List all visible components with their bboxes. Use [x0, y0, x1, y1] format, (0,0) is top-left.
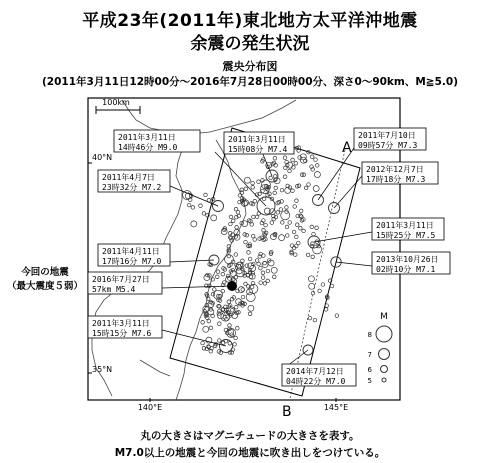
epicenter-circle — [318, 289, 322, 293]
epicenter-circle — [207, 319, 211, 323]
current-quake-label-line2: （最大震度５弱） — [6, 281, 83, 292]
epicenter-circle — [313, 186, 319, 192]
section-box — [170, 128, 360, 396]
callout-box — [98, 170, 170, 192]
epicenter-circle — [291, 158, 295, 162]
legend-value-7: 7 — [367, 351, 372, 359]
epicenter-circle — [216, 270, 220, 274]
callout-box — [372, 252, 450, 274]
epicenter-circle — [283, 175, 287, 179]
epicenter-circle — [287, 162, 293, 168]
epicenter-circle — [244, 177, 250, 183]
epicenter-circle — [234, 336, 238, 340]
section-label-a: A — [342, 140, 352, 156]
epicenter-circle — [315, 226, 319, 230]
epicenter-circle — [255, 259, 259, 263]
epicenter-circle — [261, 276, 265, 280]
epicenter-circle — [221, 341, 225, 345]
epicenter-circle — [261, 271, 265, 275]
epicenter-circle — [300, 215, 304, 219]
epicenter-circle — [310, 155, 314, 159]
callout-detail: 57km M5.4 — [92, 285, 136, 294]
epicenter-circle — [285, 206, 289, 210]
epicenter-circle — [231, 219, 235, 223]
callout-date: 2011年7月10日 — [358, 131, 416, 140]
callout-box — [224, 132, 294, 154]
epicenter-circle — [211, 215, 217, 221]
epicenter-circle — [290, 244, 294, 248]
epicenter-circle — [283, 156, 287, 160]
epicenter-circle — [304, 186, 308, 190]
epicenter-circle — [234, 275, 238, 279]
epicenter-circle — [251, 234, 255, 238]
epicenter-circle — [202, 212, 206, 216]
epicenter-circle — [251, 186, 255, 190]
scale-label: 100km — [102, 98, 130, 107]
callout-detail: 23時32分 M7.2 — [102, 183, 162, 192]
epicenter-circle — [308, 316, 312, 320]
epicenter-circle — [280, 188, 284, 192]
epicenter-circle — [314, 172, 320, 178]
epicenter-circle — [311, 242, 315, 246]
epicenter-circle — [311, 255, 315, 259]
epicenter-circle — [257, 180, 261, 184]
epicenter-circle — [266, 279, 270, 283]
epicenter-circle — [216, 275, 220, 279]
current-quake-label-line1: 今回の地震 — [21, 267, 69, 278]
callout-box — [88, 316, 162, 338]
epicenter-circle — [213, 288, 217, 292]
lon-label-140: 140°E — [137, 403, 163, 412]
epicenter-circle — [257, 262, 261, 266]
epicenter-circle — [234, 305, 238, 309]
callout-detail: 15時25分 M7.5 — [376, 231, 436, 240]
epicenter-circle — [249, 275, 253, 279]
callout-detail: 15時08分 M7.4 — [228, 145, 288, 154]
epicenter-circle — [248, 312, 252, 316]
epicenter-circle — [234, 207, 238, 211]
callout-date: 2011年3月11日 — [118, 133, 176, 142]
epicenter-circle — [299, 209, 303, 213]
lat-label-35: 35°N — [92, 365, 113, 374]
callout-box — [372, 218, 444, 240]
callout-detail: 09時57分 M7.3 — [358, 141, 418, 150]
callout-detail: 17時16分 M7.0 — [102, 257, 162, 266]
epicenter-circle — [309, 283, 315, 289]
epicenter-circle — [244, 187, 248, 191]
epicenter-circle — [273, 191, 277, 195]
epicenter-circle — [253, 238, 257, 242]
epicenter-circle — [335, 314, 339, 318]
epicenter-circle — [221, 312, 230, 321]
epicenter-circle — [236, 326, 240, 330]
epicenter-circle — [250, 285, 254, 289]
epicenter-circle — [252, 215, 256, 219]
epicenter-circle — [324, 308, 328, 312]
epicenter-circle — [241, 295, 245, 299]
epicenter-circle — [311, 291, 315, 295]
epicenter-circle — [288, 221, 292, 225]
epicenter-circle — [312, 232, 316, 236]
epicenter-circle — [308, 276, 314, 282]
epicenter-circle — [236, 262, 242, 268]
callout-date: 2011年4月11日 — [102, 247, 160, 256]
epicenter-circle — [261, 189, 265, 193]
callout-detail: 17時18分 M7.3 — [366, 175, 426, 184]
callout-detail: 04時22分 M7.0 — [286, 377, 346, 386]
epicenter-circle — [273, 156, 277, 160]
epicenter-circle — [248, 257, 252, 261]
epicenter-circle — [241, 259, 245, 263]
epicenter-circle — [310, 225, 314, 229]
epicenter-circle — [191, 206, 195, 210]
epicenter-circle — [229, 215, 233, 219]
epicenter-circle — [248, 305, 254, 311]
epicenter-circle — [295, 235, 299, 239]
epicenter-circle — [251, 181, 255, 185]
epicenter-circle — [295, 223, 299, 227]
map-period: (2011年3月11日12時00分～2016年7月28日00時00分、深さ0～90km、M≧5.0) — [41, 76, 458, 88]
epicenter-circle — [253, 199, 257, 203]
epicenter-circle — [209, 326, 213, 330]
epicenter-circle — [315, 164, 319, 168]
epicenter-circle — [234, 253, 238, 257]
legend-value-6: 6 — [367, 366, 372, 374]
callout-box — [354, 128, 426, 150]
epicenter-circle — [273, 275, 277, 279]
callout-date: 2011年4月7日 — [102, 173, 155, 182]
epicenter-circle — [279, 235, 285, 241]
epicenter-circle — [187, 203, 191, 207]
epicenter-circle — [297, 241, 301, 245]
epicenter-circle — [313, 318, 317, 322]
epicenter-circle — [203, 326, 209, 332]
callout-date: 2014年7月12日 — [286, 367, 344, 376]
epicenter-circle — [233, 343, 237, 347]
epicenter-circle — [199, 204, 203, 208]
callout-detail: 14時46分 M9.0 — [118, 143, 178, 152]
epicenter-circle — [276, 211, 280, 215]
epicenter-circle — [245, 264, 249, 268]
epicenter-circle — [269, 176, 273, 180]
epicenter-circle — [259, 281, 263, 285]
legend-value-5: 5 — [367, 377, 372, 385]
epicenter-circle — [247, 289, 253, 295]
epicenter-circle — [299, 226, 303, 230]
epicenter-circles — [183, 143, 342, 355]
epicenter-circle — [281, 221, 285, 225]
epicenter-circle — [270, 221, 274, 225]
page-subtitle: 余震の発生状況 — [190, 34, 310, 54]
epicenter-circle — [255, 215, 259, 219]
epicenter-circle — [295, 199, 299, 203]
epicenter-circle — [285, 225, 289, 229]
section-label-b: B — [282, 404, 292, 420]
epicenter-circle — [294, 162, 298, 166]
epicenter-circle — [262, 228, 266, 232]
callout-date: 2016年7月27日 — [92, 275, 150, 284]
epicenter-circle — [286, 234, 290, 238]
callout-box — [282, 364, 356, 386]
callout-date: 2011年3月11日 — [228, 135, 286, 144]
epicenter-circle — [306, 253, 310, 257]
epicenter-circle — [247, 251, 251, 255]
lat-label-40: 40°N — [92, 153, 113, 162]
epicenter-circle — [285, 187, 291, 193]
epicenter-circle — [227, 300, 231, 304]
legend-value-8: 8 — [367, 331, 372, 339]
epicenter-circle — [284, 166, 288, 170]
epicenter-circle — [201, 321, 205, 325]
callout-date: 2013年10月26日 — [376, 255, 439, 264]
epicenter-circle — [244, 240, 248, 244]
epicenter-circle — [274, 186, 278, 190]
callout-box-current — [88, 272, 162, 294]
map-heading: 震央分布図 — [222, 60, 278, 73]
callout-date: 2011年3月11日 — [92, 319, 150, 328]
page-title: 平成23年(2011年)東北地方太平洋沖地震 — [82, 11, 418, 31]
epicenter-circle — [264, 223, 268, 227]
callout-detail: 15時15分 M7.6 — [92, 329, 152, 338]
epicenter-circle — [271, 267, 277, 273]
epicenter-circle — [291, 189, 295, 193]
epicenter-circle — [279, 208, 283, 212]
epicenter-circle — [302, 229, 306, 233]
callout-boxes — [88, 128, 450, 386]
epicenter-circle — [204, 193, 208, 197]
epicenter-circle — [314, 158, 318, 162]
epicenter-circle — [321, 283, 325, 287]
epicenter-circle — [293, 205, 297, 209]
epicenter-circle — [191, 221, 197, 227]
epicenter-circle — [266, 269, 270, 273]
epicenter-circle — [257, 212, 261, 216]
epicenter-circle — [258, 192, 262, 196]
epicenter-circle — [330, 284, 334, 288]
callout-box — [98, 244, 170, 266]
callout-box — [362, 162, 438, 184]
epicenter-circle — [225, 255, 234, 264]
magnitude-legend — [368, 312, 392, 385]
callout-box — [114, 130, 200, 152]
epicenter-circle — [218, 322, 222, 326]
footer-note-1: 丸の大きさはマグニチュードの大きさを表す。 — [140, 430, 360, 442]
epicenter-circle — [229, 222, 233, 226]
callout-detail: 02時10分 M7.1 — [376, 265, 436, 274]
epicenter-circle — [231, 309, 235, 313]
epicenter-circle — [235, 226, 239, 230]
callout-date: 2011年3月11日 — [376, 221, 434, 230]
epicenter-circle — [288, 169, 292, 173]
epicenter-circle — [292, 230, 296, 234]
epicenter-circle — [259, 266, 263, 270]
epicenter-circle — [294, 253, 298, 257]
epicenter-circle — [255, 193, 259, 197]
epicenter-circle — [211, 292, 215, 296]
epicenter-circle — [238, 194, 242, 198]
callout-date: 2012年12月7日 — [366, 165, 424, 174]
lon-label-145: 145°E — [323, 403, 349, 412]
legend-title: M — [380, 312, 388, 322]
epicenter-circle — [307, 183, 311, 187]
epicenter-circle — [221, 272, 225, 276]
footer-note-2: M7.0以上の地震と今回の地震に吹き出しをつけている。 — [114, 447, 386, 459]
epicenter-circle — [244, 282, 248, 286]
epicenter-circle — [218, 309, 222, 313]
epicenter-circle — [201, 341, 205, 345]
